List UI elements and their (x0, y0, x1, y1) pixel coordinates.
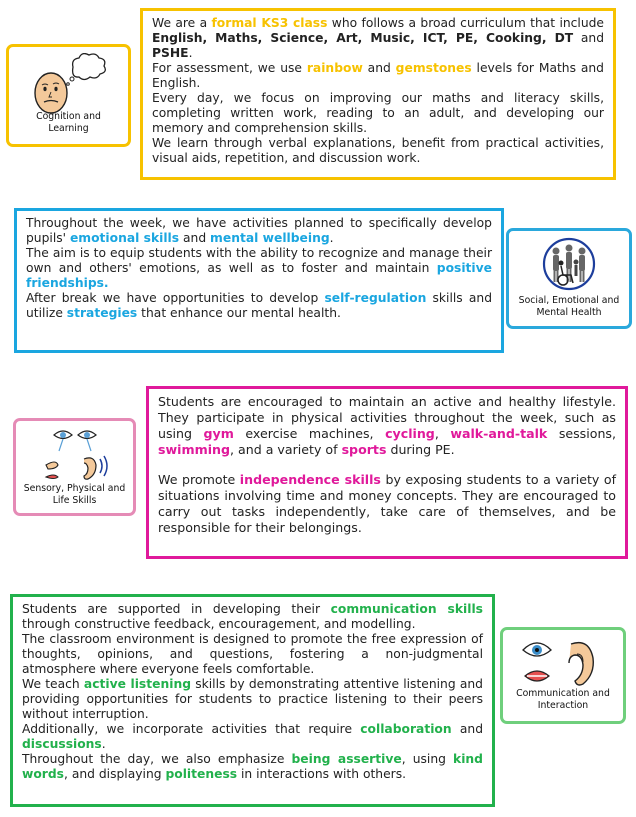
sensory-physical-card (13, 418, 136, 516)
text-run: For assessment, we use (152, 61, 307, 75)
text-run: , using (401, 752, 454, 766)
text-run: exercise machines, (233, 426, 386, 441)
highlighted-term: being assertive (291, 752, 402, 766)
text-run: skills by demonstrating attentive listening and providing opportunities for students to practice listening to their peers without interruption. (22, 677, 483, 721)
text-run: Throughout the week, we have activities planned to specifically develop pupils' (26, 216, 492, 245)
text-run: and (362, 61, 396, 75)
text-run: Additionally, we incorporate activities that require (22, 722, 361, 736)
text-run: during PE. (386, 442, 455, 457)
text-run: and (451, 722, 483, 736)
highlighted-term: gemstones (395, 61, 472, 75)
cognition-learning-card (6, 44, 131, 147)
text-run: We learn through verbal explanations, benefit from practical activities, visual aids, repetition, and discussion work. (152, 136, 604, 165)
text-run: The aim is to equip students with the ability to recognize and manage their own and others' emotions, as well as to foster and maintain (26, 246, 492, 275)
section-label: Social, Emotional and Mental Health (518, 295, 620, 318)
text-run: and (573, 31, 604, 45)
highlighted-term: emotional skills (69, 231, 180, 245)
section-label: Cognition and Learning (36, 111, 101, 134)
paragraph (26, 216, 492, 246)
text-run: through constructive feedback, encouragement, and modelling. (22, 617, 416, 631)
text-run: and (179, 231, 211, 245)
paragraph (158, 394, 616, 458)
text-run: . (101, 737, 106, 751)
social-emotional-card (506, 228, 632, 329)
people-group-icon (539, 236, 599, 292)
communication-interaction-card (500, 627, 626, 724)
text-run: , and displaying (64, 767, 166, 781)
text-run: We teach (22, 677, 84, 691)
highlighted-term: active listening (83, 677, 191, 691)
text-run: by exposing students to a variety of situations involving time and money concepts. They are encouraged to carry out tasks independently, take care of themselves, and be responsible for their belongings. (158, 472, 617, 535)
thinking-head-icon (29, 53, 109, 115)
highlighted-term: politeness (165, 767, 238, 781)
highlighted-term: rainbow (306, 61, 363, 75)
highlighted-term: self-regulation (324, 291, 427, 305)
senses-icon (38, 425, 112, 483)
communication-interaction-box (10, 594, 495, 807)
text-run: skills and utilize (26, 291, 492, 320)
text-run: . (329, 231, 334, 245)
text-run: , and a variety of (230, 442, 342, 457)
text-run: that enhance our mental health. (137, 306, 341, 320)
text-run: in interactions with others. (237, 767, 407, 781)
highlighted-term: formal KS3 class (211, 16, 328, 30)
paragraph (22, 752, 483, 782)
paragraph (26, 246, 492, 291)
highlighted-term: collaboration (360, 722, 452, 736)
highlighted-term: swimming (158, 442, 230, 457)
paragraph (152, 136, 604, 166)
text-run: After break we have opportunities to develop (26, 291, 325, 305)
highlighted-term: gym (203, 426, 234, 441)
text-run: Throughout the day, we also emphasize (22, 752, 292, 766)
social-emotional-box (14, 208, 504, 353)
text-run: The classroom environment is designed to promote the free expression of thoughts, opinions, and questions, fostering a non-judgmental atmosphere where everyone feels comfortable. (22, 632, 483, 676)
paragraph (22, 632, 483, 677)
text-run: We are a (152, 16, 212, 30)
cognition-learning-box (140, 8, 616, 180)
text-run: Every day, we focus on improving our maths and literacy skills, completing written work, reading to an adult, and developing our memory and comprehension skills. (152, 91, 604, 135)
bold-term: English, Maths, Science, Art, Music, ICT, PE, Cooking, DT (152, 31, 574, 45)
paragraph (26, 291, 492, 321)
section-label: Sensory, Physical and Life Skills (23, 483, 126, 506)
highlighted-term: positive friendships. (26, 261, 492, 290)
text-run: Students are encouraged to maintain an active and healthy lifestyle. They participate in physical activities throughout the week, such as using (158, 394, 616, 441)
highlighted-term: walk-and-talk (450, 426, 548, 441)
text-run: Students are supported in developing their (22, 602, 331, 616)
paragraph (152, 61, 604, 91)
highlighted-term: strategies (66, 306, 138, 320)
section-label: Communication and Interaction (516, 688, 610, 711)
paragraph (22, 722, 483, 752)
highlighted-term: independence skills (239, 472, 381, 487)
highlighted-term: kind words (22, 752, 483, 781)
text-run: . (188, 46, 193, 60)
text-run: We promote (158, 472, 240, 487)
paragraph (152, 91, 604, 136)
text-run: who follows a broad curriculum that include (327, 16, 604, 30)
highlighted-term: discussions (22, 737, 102, 751)
text-run: levels for Maths and English. (152, 61, 604, 90)
paragraph (152, 16, 604, 61)
highlighted-term: mental wellbeing (210, 231, 330, 245)
sensory-physical-box (146, 386, 628, 559)
text-run: , (434, 426, 451, 441)
paragraph (22, 677, 483, 722)
highlighted-term: communication skills (330, 602, 483, 616)
eye-mouth-ear-icon (519, 636, 607, 688)
paragraph (158, 472, 616, 536)
text-run: sessions, (547, 426, 616, 441)
bold-term: PSHE (152, 46, 189, 60)
paragraph-gap (158, 458, 616, 472)
highlighted-term: cycling (385, 426, 435, 441)
highlighted-term: sports (341, 442, 387, 457)
paragraph (22, 602, 483, 632)
